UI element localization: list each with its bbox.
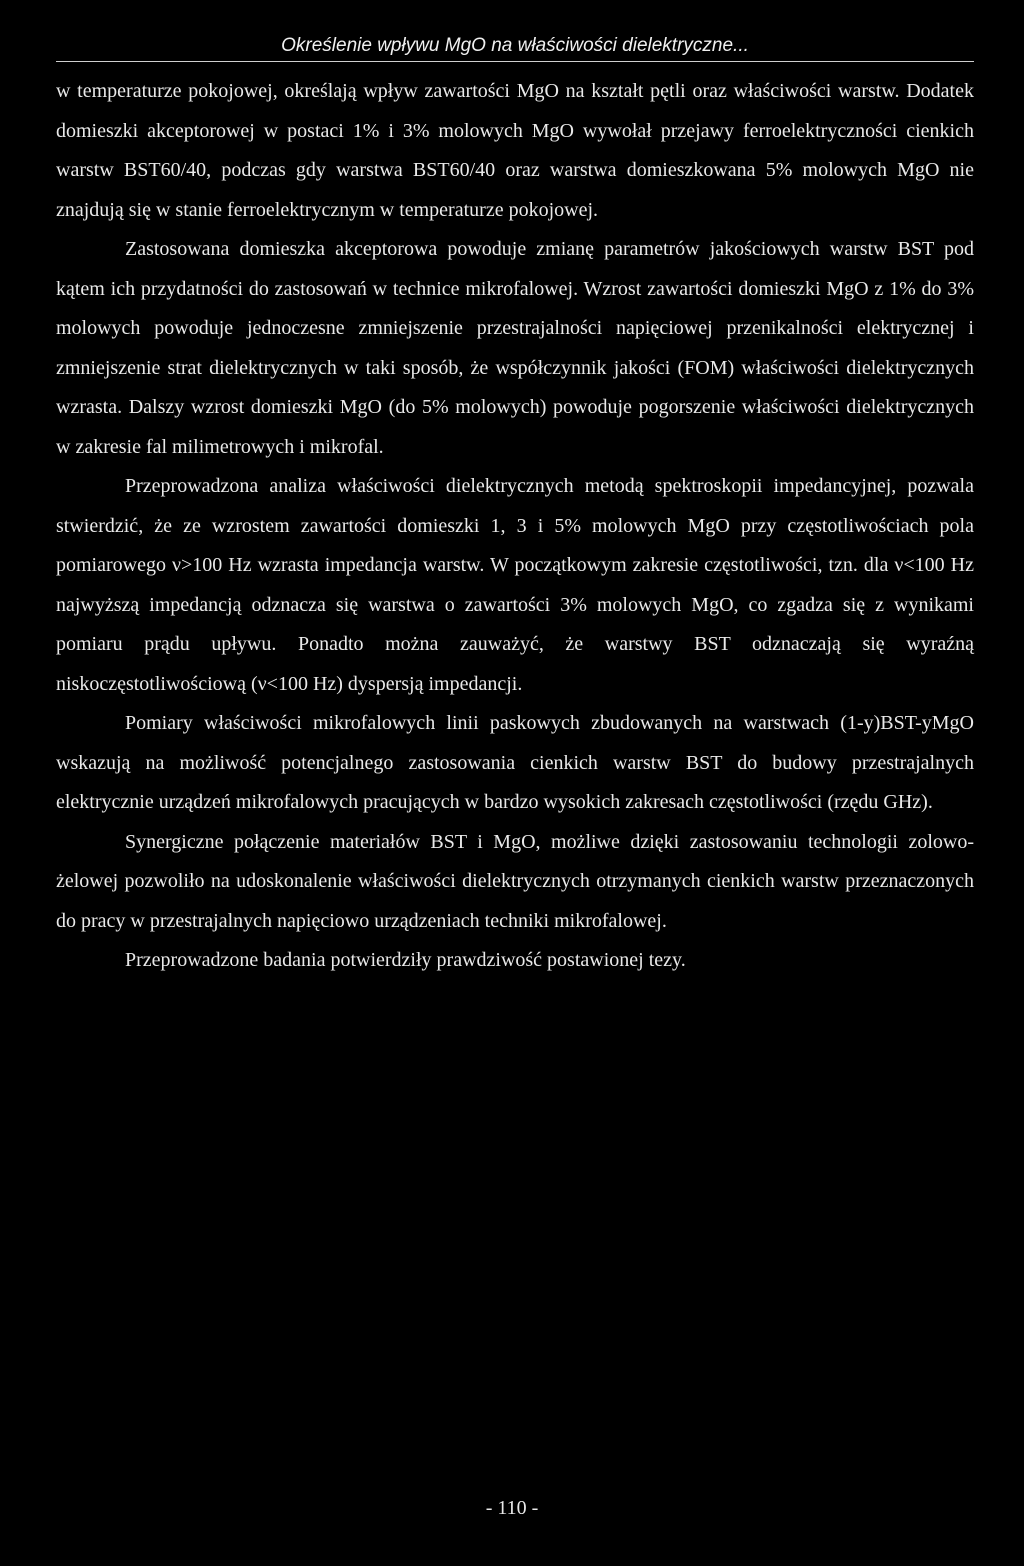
paragraph: Synergiczne połączenie materiałów BST i MgO, możliwe dzięki zastosowaniu technologii zolowo-żelowej pozwoliło na udoskonalenie właściwości dielektrycznych otrzymanych cienkich warstw przeznaczonych do pracy w przestrajalnych napięciowo urządzeniach techniki mikrofalowej. xyxy=(56,830,974,932)
paragraph: Przeprowadzone badania potwierdziły prawdziwość postawionej tezy. xyxy=(125,949,686,971)
body-text xyxy=(56,72,974,981)
paragraph: Przeprowadzona analiza właściwości dielektrycznych metodą spektroskopii impedancyjnej, pozwala stwierdzić, że ze wzrostem zawartości domieszki 1, 3 i 5% molowych MgO przy częstotliwościach pola pomiarowego ν>100 Hz wzrasta impedancja warstw. W początkowym zakresie częstotliwości, tzn. dla ν<100 Hz najwyższą impedancją odznacza się warstwa o zawartości 3% molowych MgO, co zgadza się z wynikami pomiaru prądu upływu. Ponadto można zauważyć, że warstwy BST odznaczają się wyraźną niskoczęstotliwościową (ν<100 Hz) dyspersją impedancji. xyxy=(56,475,974,695)
paragraph: Pomiary właściwości mikrofalowych linii paskowych zbudowanych na warstwach (1-y)BST-yMgO wskazują na możliwość potencjalnego zastosowania cienkich warstw BST do budowy przestrajalnych elektrycznie urządzeń mikrofalowych pracujących w bardzo wysokich zakresach częstotliwości (rzędu GHz). xyxy=(56,712,974,813)
running-header: Określenie wpływu MgO na właściwości dielektryczne... xyxy=(281,35,749,56)
page-number: - 110 - xyxy=(485,1497,539,1519)
paragraph-continuation: w temperaturze pokojowej, określają wpływ zawartości MgO na kształt pętli oraz właściwości warstw. Dodatek domieszki akceptorowej w postaci 1% i 3% molowych MgO wywołał przejawy ferroelektryczności cienkich warstw BST60/40, podczas gdy warstwa BST60/40 oraz warstwa domieszkowana 5% molowych MgO nie znajdują się w stanie ferroelektrycznym w temperaturze pokojowej. xyxy=(56,80,974,221)
paragraph: Zastosowana domieszka akceptorowa powoduje zmianę parametrów jakościowych warstw BST pod kątem ich przydatności do zastosowań w technice mikrofalowej. Wzrost zawartości domieszki MgO z 1% do 3% molowych powoduje jednoczesne zmniejszenie przestrajalności napięciowej przenikalności elektrycznej i zmniejszenie strat dielektrycznych w taki sposób, że współczynnik jakości (FOM) właściwości dielektrycznych wzrasta. Dalszy wzrost domieszki MgO (do 5% molowych) powoduje pogorszenie właściwości dielektrycznych w zakresie fal milimetrowych i mikrofal. xyxy=(56,238,974,458)
header-rule xyxy=(56,61,974,62)
